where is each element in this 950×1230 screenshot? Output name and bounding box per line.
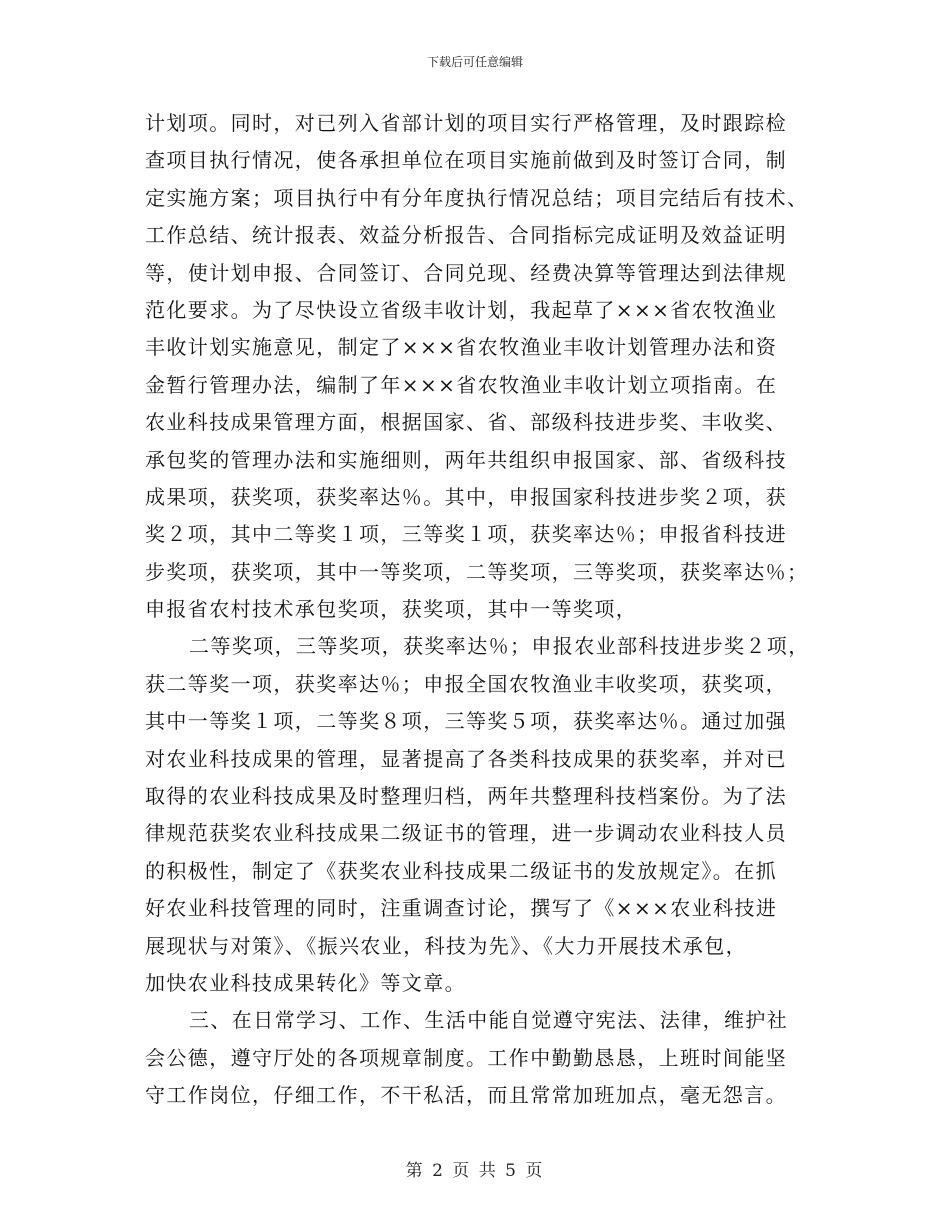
- paragraph-3: [145, 1002, 805, 1114]
- text-line: 奖２项，其中二等奖１项，三等奖１项，获奖率达％；申报省科技进: [145, 522, 787, 547]
- text-line: 二等奖项，三等奖项，获奖率达％；申报农业部科技进步奖２项，: [189, 634, 810, 659]
- text-line: 查项目执行情况，使各承担单位在项目实施前做到及时签订合同，制: [145, 148, 787, 173]
- text-line: 工作总结、统计报表、效益分析报告、合同指标完成证明及效益证明: [145, 223, 787, 248]
- text-line: 的积极性，制定了《获奖农业科技成果二级证书的发放规定》。在抓: [145, 858, 777, 883]
- text-line: 步奖项，获奖项，其中一等奖项，二等奖项，三等奖项，获奖率达％；: [145, 559, 809, 584]
- text-line: 取得的农业科技成果及时整理归档，两年共整理科技档案份。为了法: [145, 784, 787, 809]
- paragraph-2: [145, 628, 810, 1002]
- text-line: 三、在日常学习、工作、生活中能自觉遵守宪法、法律，维护社: [189, 1008, 789, 1033]
- text-line: 展现状与对策》、《振兴农业，科技为先》、《大力开展技术承包，: [145, 933, 747, 958]
- text-line: 加快农业科技成果转化》等文章。: [145, 970, 466, 995]
- paragraph-1: [145, 105, 809, 628]
- text-line: 其中一等奖１项，二等奖８项，三等奖５项，获奖率达％。通过加强: [145, 709, 787, 734]
- text-line: 承包奖的管理办法和实施细则，两年共组织申报国家、部、省级科技: [145, 447, 787, 472]
- text-line: 定实施方案；项目执行中有分年度执行情况总结；项目完结后有技术、: [145, 185, 809, 210]
- text-line: 对农业科技成果的管理，显著提高了各类科技成果的获奖率，并对已: [145, 746, 787, 771]
- text-line: 等，使计划申报、合同签订、合同兑现、经费决算等管理达到法律规: [145, 260, 787, 285]
- text-line: 获二等奖一项，获奖率达％；申报全国农牧渔业丰收奖项，获奖项，: [145, 671, 787, 696]
- text-line: 成果项，获奖项，获奖率达％。其中，申报国家科技进步奖２项，获: [145, 484, 787, 509]
- text-line: 丰收计划实施意见，制定了×××省农牧渔业丰收计划管理办法和资: [145, 335, 778, 360]
- text-line: 计划项。同时，对已列入省部计划的项目实行严格管理，及时跟踪检: [145, 111, 787, 135]
- text-line: 守工作岗位，仔细工作，不干私活，而且常常加班加点，毫无怨言。: [145, 1083, 787, 1108]
- text-line: 范化要求。为了尽快设立省级丰收计划，我起草了×××省农牧渔业: [145, 297, 778, 322]
- text-line: 农业科技成果管理方面，根据国家、省、部级科技进步奖、丰收奖、: [145, 410, 787, 435]
- page-header: 下载后可任意编辑: [426, 55, 523, 69]
- text-line: 好农业科技管理的同时，注重调查讨论，撰写了《×××农业科技进: [145, 896, 778, 921]
- page-number: 第 2 页 共 5 页: [405, 1161, 545, 1181]
- text-line: 律规范获奖农业科技成果二级证书的管理，进一步调动农业科技人员: [145, 821, 787, 846]
- text-line: 金暂行管理办法，编制了年×××省农牧渔业丰收计划立项指南。在: [145, 372, 778, 397]
- text-line: 会公德，遵守厅处的各项规章制度。工作中勤勤恳恳，上班时间能坚: [145, 1045, 787, 1070]
- text-line: 申报省农村技术承包奖项，获奖项，其中一等奖项，: [145, 597, 638, 622]
- document-body: [145, 105, 810, 1115]
